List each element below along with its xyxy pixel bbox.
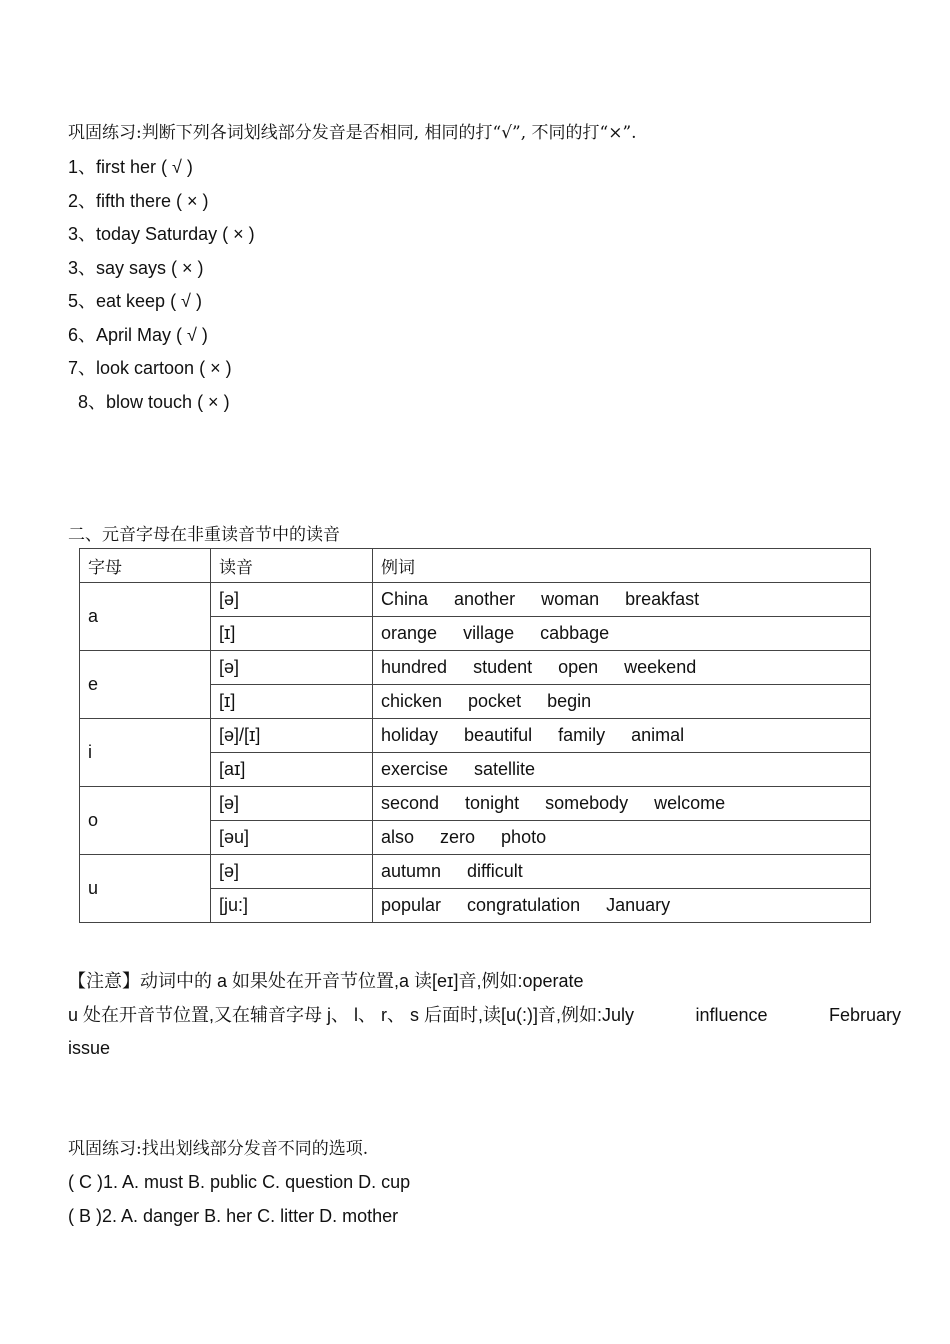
header-letter: 字母	[80, 549, 211, 583]
example-word: satellite	[474, 759, 536, 779]
example-word: congratulation	[467, 895, 581, 915]
note-line-2-text: u 处在开音节位置,又在辅音字母 j、 l、 r、 s 后面时,读[u(:)]音,例如:July	[68, 1005, 635, 1025]
example-words-cell	[373, 753, 871, 787]
letter-cell: a	[80, 583, 211, 651]
example-word: popular	[381, 895, 442, 915]
note-word: February	[828, 1005, 901, 1025]
example-word: autumn	[381, 861, 442, 881]
example-word: orange	[381, 623, 438, 643]
example-word: beautiful	[464, 725, 533, 745]
example-word: family	[558, 725, 606, 745]
exercise1-title: 巩固练习:判断下列各词划线部分发音是否相同, 相同的打“√”, 不同的打“×”.	[68, 123, 637, 143]
example-words-cell	[373, 889, 871, 923]
note-line-3: issue	[68, 1038, 111, 1058]
table-header-row	[80, 549, 871, 583]
table-row	[80, 583, 871, 617]
sound-cell: [ɪ]	[211, 617, 373, 651]
table-row	[80, 855, 871, 889]
example-word: zero	[440, 827, 476, 847]
example-word: open	[558, 657, 599, 677]
exercise1-item: 7、look cartoon ( × )	[68, 358, 232, 378]
example-word: animal	[631, 725, 685, 745]
letter-cell: e	[80, 651, 211, 719]
exercise2-title: 巩固练习:找出划线部分发音不同的选项.	[68, 1139, 369, 1159]
example-word: student	[473, 657, 533, 677]
example-word: welcome	[654, 793, 726, 813]
example-word: hundred	[381, 657, 448, 677]
example-word: woman	[541, 589, 600, 609]
exercise1-item: 3、say says ( × )	[68, 258, 204, 278]
sound-cell: [ə]	[211, 583, 373, 617]
sound-cell: [ə]/[ɪ]	[211, 719, 373, 753]
example-word: village	[463, 623, 515, 643]
example-word: second	[381, 793, 440, 813]
example-word: tonight	[465, 793, 520, 813]
sound-cell: [ɪ]	[211, 685, 373, 719]
example-word: cabbage	[540, 623, 610, 643]
example-word: another	[454, 589, 516, 609]
sound-cell: [ju:]	[211, 889, 373, 923]
sound-cell: [aɪ]	[211, 753, 373, 787]
note-word: influence	[695, 1005, 768, 1025]
example-word: begin	[547, 691, 592, 711]
note-line-2	[68, 1004, 901, 1026]
sound-cell: [ə]	[211, 787, 373, 821]
letter-cell: i	[80, 719, 211, 787]
section2-title: 二、元音字母在非重读音节中的读音	[68, 525, 340, 545]
example-word: January	[606, 895, 671, 915]
table-row	[80, 651, 871, 685]
exercise1-item: 2、fifth there ( × )	[68, 191, 209, 211]
example-word: also	[381, 827, 415, 847]
example-words-cell	[373, 821, 871, 855]
example-words-cell	[373, 685, 871, 719]
letter-cell: u	[80, 855, 211, 923]
exercise2-item: ( C )1. A. must B. public C. question D. cup	[68, 1172, 411, 1192]
example-words-cell	[373, 855, 871, 889]
exercise1-item: 1、first her ( √ )	[68, 157, 193, 177]
example-word: China	[381, 589, 429, 609]
header-examples: 例词	[373, 549, 871, 583]
sound-cell: [əu]	[211, 821, 373, 855]
exercise1-item: 6、April May ( √ )	[68, 325, 208, 345]
example-words-cell	[373, 719, 871, 753]
vowel-pronunciation-table	[79, 548, 871, 923]
example-word: holiday	[381, 725, 439, 745]
sound-cell: [ə]	[211, 651, 373, 685]
exercise1-item: 5、eat keep ( √ )	[68, 291, 202, 311]
example-words-cell	[373, 651, 871, 685]
table-row	[80, 787, 871, 821]
note-line-1: 【注意】动词中的 a 如果处在开音节位置,a 读[eɪ]音,例如:operate	[68, 971, 584, 991]
table-row	[80, 719, 871, 753]
letter-cell: o	[80, 787, 211, 855]
example-word: somebody	[545, 793, 629, 813]
example-words-cell	[373, 617, 871, 651]
exercise2-item: ( B )2. A. danger B. her C. litter D. mother	[68, 1206, 399, 1226]
exercise1-item: 8、blow touch ( × )	[78, 392, 230, 412]
sound-cell: [ə]	[211, 855, 373, 889]
example-word: weekend	[624, 657, 697, 677]
example-word: difficult	[467, 861, 523, 881]
example-word: chicken	[381, 691, 443, 711]
example-words-cell	[373, 787, 871, 821]
header-sound: 读音	[211, 549, 373, 583]
example-word: photo	[501, 827, 547, 847]
example-word: exercise	[381, 759, 449, 779]
exercise1-item: 3、today Saturday ( × )	[68, 224, 255, 244]
example-word: pocket	[468, 691, 522, 711]
example-word: breakfast	[625, 589, 700, 609]
example-words-cell	[373, 583, 871, 617]
